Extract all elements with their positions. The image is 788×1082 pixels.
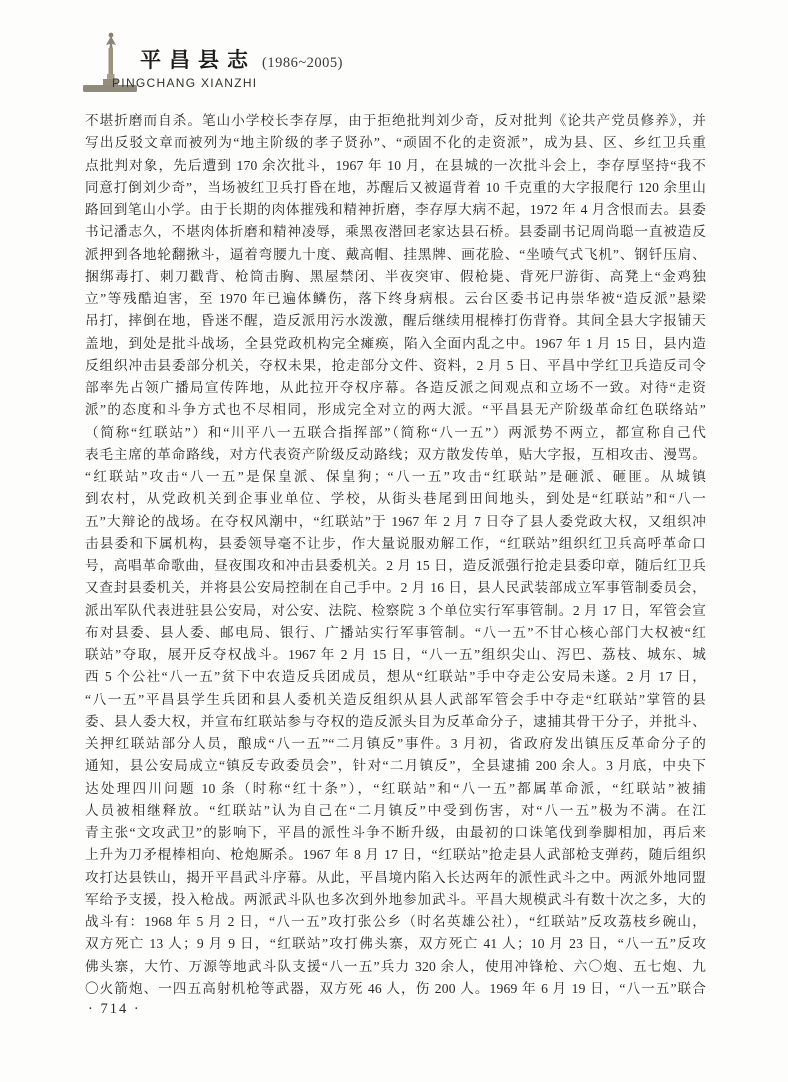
text-line: 佛头寨，大竹、万源等地武斗队支援“八一五”兵力 320 余人，使用冲锋枪、六〇炮、五七炮、九 [85,958,706,974]
text-line: 人员被相继释放。“红联站”认为自己在“二月镇反”中受到伤害，对“八一五”极为不满。在江 [85,802,706,818]
text-line: 派”的态度和斗争方式也不尽相同，形成完全对立的两大派。“平昌县无产阶级革命红色联络站” [85,402,706,418]
text-line: 青主张“文攻武卫”的影响下，平昌的派性斗争不断升级，由最初的口诛笔伐到拳脚相加，再后来 [85,825,706,840]
book-title: 平昌县志 [140,48,256,72]
text-line: “红联站”攻击“八一五”是保皇派、保皇狗；“八一五”攻击“红联站”是砸派、砸匪。从城镇 [85,469,706,484]
text-line: 部率先占领广播局宣传阵地，从此拉开夺权序幕。各造反派之间观点和立场不一致。对待“走资 [85,380,706,395]
body-text-block [85,110,706,1000]
text-line: 写出反驳文章而被列为“地主阶级的孝子贤孙”、“顽固不化的走资派”，成为县、区、乡红卫兵重 [85,135,706,151]
book-title-row [140,44,343,74]
text-line: 双方死亡 13 人；9 月 9 日，“红联站”攻打佛头寨，双方死亡 41 人；10 月 23 日，“八一五”反攻 [85,936,706,952]
text-line: 表毛主席的革命路线，对方代表资产阶级反动路线；双方散发传单，贴大字报，互相攻击、漫骂。 [85,446,706,462]
text-line: 路回到笔山小学。由于长期的肉体摧残和精神折磨，李存厚大病不起，1972 年 4 月含恨而去。县委 [85,202,706,217]
text-line: 同意打倒刘少奇”，当场被红卫兵打昏在地，苏醒后又被逼背着 10 千克重的大字报爬行 120 余里山 [85,179,706,195]
text-line: 联站”夺取，展开反夺权战斗。1967 年 2 月 15 日，“八一五”组织尖山、泻巴、荔枝、城东、城 [85,647,706,662]
text-line: 书记潘志久，不堪肉体折磨和精神凌辱，乘黑夜潜回老家达县石桥。县委副书记周尚聪一直被造反 [85,224,706,240]
page-number: · 714 · [88,1001,141,1017]
book-title-years: (1986~2005) [262,55,344,71]
text-line: 派押到各地轮翻揪斗，逼着弯腰九十度、戴高帽、挂黑牌、画花脸、“坐喷气式飞机”、钢钎压肩、 [85,246,706,262]
text-line: 布对县委、县人委、邮电局、银行、广播站实行军事管制。“八一五”不甘心核心部门大权被“红 [85,624,706,640]
text-line: 攻打达县铁山，揭开平昌武斗序幕。从此，平昌境内陷入长达两年的派性武斗之中。两派外地同盟 [85,869,706,885]
text-line: 派出军队代表进驻县公安局，对公安、法院、检察院 3 个单位实行军事管制。2 月 17 日，军管会宣 [85,602,706,618]
book-header [82,28,422,100]
text-line: 〇火箭炮、一四五高射机枪等武器，双方死 46 人，伤 200 人。1969 年 6 月 19 日，“八一五”联合 [85,980,706,996]
text-line: 军给予支援，投入枪战。两派武斗队也多次到外地参加武斗。平昌大规模武斗有数十次之多，大的 [85,891,706,907]
text-line: （简称“红联站”）和“川平八一五联合指挥部”（简称“八一五”）两派势不两立，都宣称自己代 [85,424,706,440]
text-line: 到农村，从党政机关到企事业单位、学校，从街头巷尾到田间地头，到处是“红联站”和“八一 [85,491,706,507]
text-line: 吊打，摔倒在地，昏迷不醒，造反派用污水泼激，醒后继续用棍棒打伤背脊。其间全县大字报铺天 [85,313,706,329]
text-line: “八一五”平昌县学生兵团和县人委机关造反组织从县人武部军管会手中夺走“红联站”掌管的县 [85,691,706,707]
text-line: 关押红联站部分人员，酿成“八一五”“二月镇反”事件。3 月初，省政府发出镇压反革命分子的 [85,736,706,751]
text-line: 又查封县委机关，并将县公安局控制在自己手中。2 月 16 日，县人民武装部成立军事管制委员会， [85,580,706,596]
text-line: 击县委和下属机构，县委领导毫不让步，作大量说服劝解工作，“红联站”组织红卫兵高呼革命口 [85,535,706,551]
text-line: 反组织冲击县委部分机关，夺权未果，抢走部分文件、资料，2 月 5 日、平昌中学红卫兵造反司令 [85,357,706,373]
text-line: 西 5 个公社“八一五”贫下中农造反兵团成员，想从“红联站”手中夺走公安局未遂。2 月 17 日， [85,669,706,685]
text-line: 立”等残酷迫害，至 1970 年已遍体鳞伤，落下终身病根。云台区委书记冉崇华被“造反派”悬梁 [85,291,706,306]
text-line: 达处理四川问题 10 条（时称“红十条”），“红联站”和“八一五”都属革命派，“红联站”被捕 [85,780,706,796]
text-line: 五”大辩论的战场。在夺权风潮中，“红联站”于 1967 年 2 月 7 日夺了县人委党政大权，又组织冲 [85,513,706,529]
text-line: 不堪折磨而自杀。笔山小学校长李存厚，由于拒绝批判刘少奇，反对批判《论共产党员修养》，并 [85,113,706,128]
text-line: 战斗有：1968 年 5 月 2 日，“八一五”攻打张公乡（时名英雄公社），“红联站”反攻荔枝乡碗山， [85,914,706,929]
text-line: 上升为刀矛棍棒相向、枪炮厮杀。1967 年 8 月 17 日，“红联站”抢走县人武部枪支弹药，随后组织 [85,847,706,863]
text-line: 盖地，到处是批斗战场，全县党政机构完全瘫痪，陷入全面内乱之中。1967 年 1 月 15 日，县内造 [85,335,706,351]
text-line: 通知，县公安局成立“镇反专政委员会”，针对“二月镇反”，全县逮捕 200 余人。3 月底，中央下 [85,758,706,774]
text-line: 点批判对象，先后遭到 170 余次批斗，1967 年 10 月，在县城的一次批斗会上，李存厚坚持“我不 [85,157,706,173]
book-subtitle: PINGCHANG XIANZHI [112,76,258,90]
text-lines [85,110,706,1000]
text-line: 号，高唱革命歌曲，昼夜围攻和冲击县委机关。2 月 15 日，造反派强行抢走县委印章，随后红卫兵 [85,558,706,573]
text-line: 捆绑毒打、刺刀戳背、枪筒击胸、黑屋禁闭、半夜突审、假枪毙、背死尸游街、高凳上“金鸡独 [85,268,706,284]
text-line: 委、县人委大权，并宣布红联站参与夺权的造反派头目为反革命分子，逮捕其骨干分子，并批斗、 [85,713,706,729]
